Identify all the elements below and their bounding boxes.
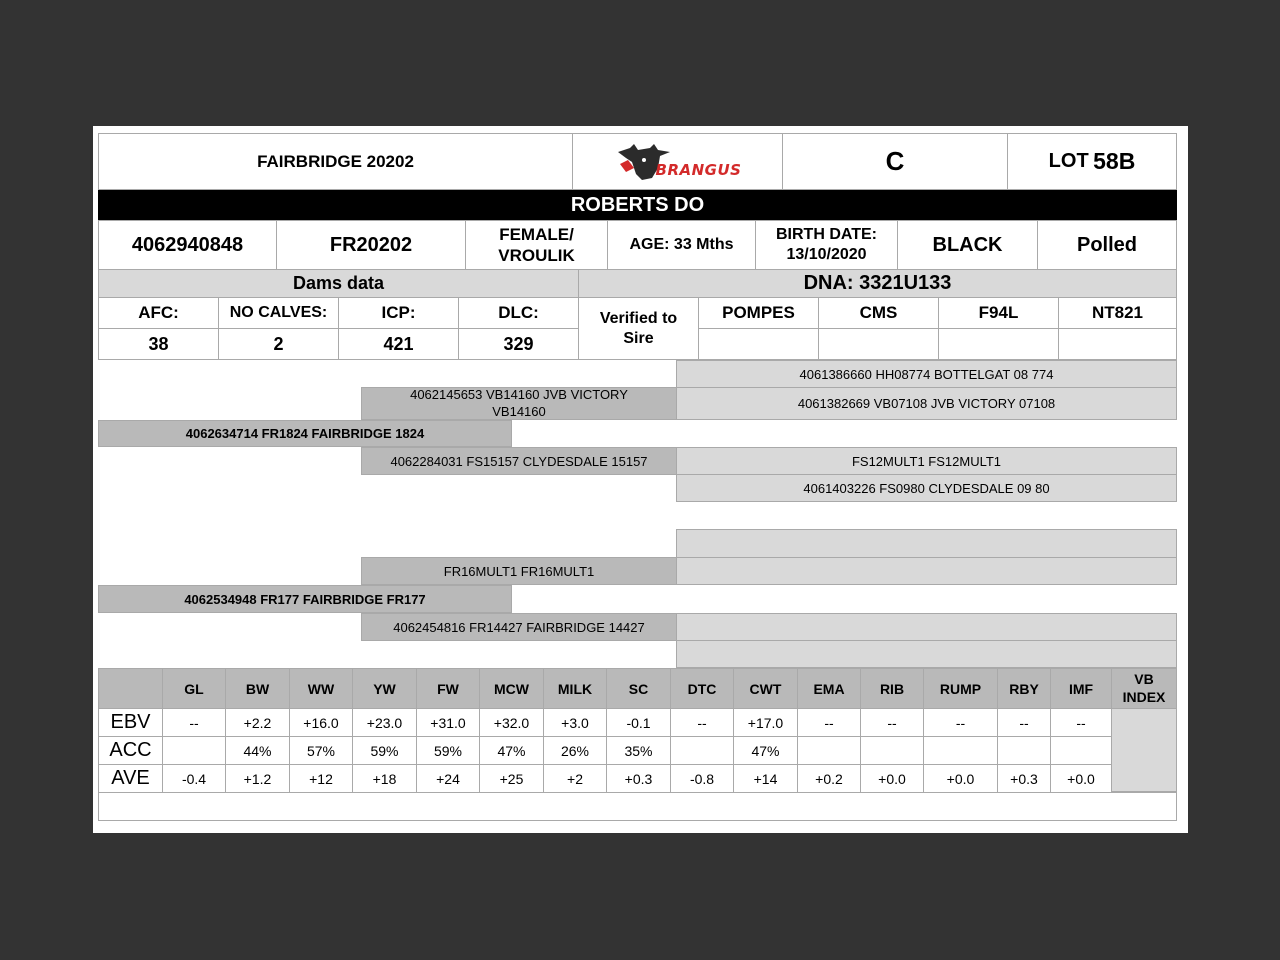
- ebv-cell: +0.0: [1050, 764, 1112, 793]
- dna-result-f94l: [938, 328, 1059, 360]
- ebv-header-dtc: DTC: [670, 668, 734, 709]
- vb-index-header: VB INDEX: [1111, 668, 1177, 709]
- ebv-header-rib: RIB: [860, 668, 924, 709]
- dna-result-pompes: [698, 328, 819, 360]
- ebv-cell: 35%: [606, 736, 671, 765]
- animal-tag: FR20202: [276, 220, 466, 270]
- ebv-cell: -0.1: [606, 708, 671, 737]
- ebv-cell: 26%: [543, 736, 607, 765]
- ebv-cell: +24: [416, 764, 480, 793]
- ebv-header-imf: IMF: [1050, 668, 1112, 709]
- ebv-cell: [1050, 736, 1112, 765]
- ebv-cell: --: [860, 708, 924, 737]
- pedigree-dam: 4062534948 FR177 FAIRBRIDGE FR177: [98, 585, 512, 613]
- ebv-header-rby: RBY: [997, 668, 1051, 709]
- ebv-cell: +14: [733, 764, 798, 793]
- dams-data-title: Dams data: [98, 269, 579, 298]
- ebv-cell: 47%: [733, 736, 798, 765]
- animal-sex: FEMALE/ VROULIK: [465, 220, 608, 270]
- ebv-cell: +18: [352, 764, 417, 793]
- ebv-cell: +12: [289, 764, 353, 793]
- verified-to-sire: Verified to Sire: [578, 297, 699, 360]
- ebv-cell: --: [670, 708, 734, 737]
- lot-number: 58B: [1093, 148, 1136, 174]
- ebv-cell: --: [797, 708, 861, 737]
- pedigree-sire-sire-dam: 4061382669 VB07108 JVB VICTORY 07108: [676, 387, 1177, 420]
- dna-result-nt821: [1058, 328, 1177, 360]
- ebv-cell: [860, 736, 924, 765]
- ebv-cell: +31.0: [416, 708, 480, 737]
- vb-index-value: [1111, 708, 1177, 792]
- ebv-header-rump: RUMP: [923, 668, 998, 709]
- lot-card: [93, 126, 1188, 833]
- dna-test-nt821: NT821: [1058, 297, 1177, 329]
- ebv-row-label-ebv: EBV: [98, 708, 163, 737]
- ebv-cell: +0.0: [923, 764, 998, 793]
- ebv-cell: +0.2: [797, 764, 861, 793]
- ebv-cell: +0.0: [860, 764, 924, 793]
- ebv-header-ema: EMA: [797, 668, 861, 709]
- ebv-cell: [997, 736, 1051, 765]
- ebv-cell: +17.0: [733, 708, 798, 737]
- ebv-cell: --: [162, 708, 226, 737]
- ebv-row-label-ave: AVE: [98, 764, 163, 793]
- farm-name: FAIRBRIDGE 20202: [98, 133, 573, 190]
- birth-date-label: BIRTH DATE:: [775, 226, 878, 243]
- dams-label-no-calves: NO CALVES:: [218, 297, 339, 329]
- ebv-cell: +3.0: [543, 708, 607, 737]
- dams-value-no-calves: 2: [218, 328, 339, 360]
- ebv-header-cwt: CWT: [733, 668, 798, 709]
- footer-row: [98, 792, 1177, 821]
- pedigree-dam-dam-sire: [676, 613, 1177, 641]
- horn-status: Polled: [1037, 220, 1177, 270]
- lot-box: [1007, 133, 1177, 190]
- ebv-cell: 47%: [479, 736, 544, 765]
- brangus-logo: [572, 133, 783, 190]
- ebv-cell: 57%: [289, 736, 353, 765]
- animal-id: 4062940848: [98, 220, 277, 270]
- grade-letter: C: [782, 133, 1008, 190]
- ebv-cell: +23.0: [352, 708, 417, 737]
- brand-logo-text: BRANGUS: [655, 160, 742, 179]
- ebv-cell: +32.0: [479, 708, 544, 737]
- ebv-cell: +0.3: [606, 764, 671, 793]
- ebv-cell: --: [1050, 708, 1112, 737]
- dams-label-icp: ICP:: [338, 297, 459, 329]
- ebv-header-bw: BW: [225, 668, 290, 709]
- pedigree-sire-dam-dam: 4061403226 FS0980 CLYDESDALE 09 80: [676, 474, 1177, 502]
- pedigree-sire-sire-sire: 4061386660 HH08774 BOTTELGAT 08 774: [676, 360, 1177, 388]
- pedigree-sire: 4062634714 FR1824 FAIRBRIDGE 1824: [98, 420, 512, 447]
- pedigree-dam-sire-sire: [676, 529, 1177, 558]
- birth-date-cell: [755, 220, 898, 270]
- dna-test-f94l: F94L: [938, 297, 1059, 329]
- ebv-cell: +25: [479, 764, 544, 793]
- dna-test-pompes: POMPES: [698, 297, 819, 329]
- animal-age: AGE: 33 Mths: [607, 220, 756, 270]
- dna-test-cms: CMS: [818, 297, 939, 329]
- ebv-cell: +0.3: [997, 764, 1051, 793]
- dams-label-afc: AFC:: [98, 297, 219, 329]
- ebv-cell: --: [923, 708, 998, 737]
- ebv-cell: +2.2: [225, 708, 290, 737]
- ebv-cell: --: [997, 708, 1051, 737]
- dams-value-dlc: 329: [458, 328, 579, 360]
- ebv-cell: -0.8: [670, 764, 734, 793]
- pedigree-dam-dam-dam: [676, 640, 1177, 668]
- animal-colour: BLACK: [897, 220, 1038, 270]
- pedigree-dam-sire-dam: [676, 557, 1177, 585]
- pedigree-sire-sire: 4062145653 VB14160 JVB VICTORY VB14160: [361, 387, 677, 420]
- ebv-header-corner: [98, 668, 163, 709]
- pedigree-dam-dam: 4062454816 FR14427 FAIRBRIDGE 14427: [361, 613, 677, 641]
- ebv-header-fw: FW: [416, 668, 480, 709]
- pedigree-sire-dam: 4062284031 FS15157 CLYDESDALE 15157: [361, 447, 677, 475]
- ebv-header-milk: MILK: [543, 668, 607, 709]
- ebv-header-yw: YW: [352, 668, 417, 709]
- ebv-cell: 59%: [352, 736, 417, 765]
- ebv-header-gl: GL: [162, 668, 226, 709]
- ebv-cell: 44%: [225, 736, 290, 765]
- dna-result-cms: [818, 328, 939, 360]
- birth-date-value: 13/10/2020: [786, 246, 867, 263]
- ebv-cell: +16.0: [289, 708, 353, 737]
- pedigree-sire-dam-sire: FS12MULT1 FS12MULT1: [676, 447, 1177, 475]
- ebv-cell: 59%: [416, 736, 480, 765]
- dna-title: DNA: 3321U133: [578, 269, 1177, 298]
- ebv-header-mcw: MCW: [479, 668, 544, 709]
- animal-name: ROBERTS DO: [98, 190, 1177, 220]
- ebv-cell: +2: [543, 764, 607, 793]
- ebv-cell: [670, 736, 734, 765]
- dams-value-afc: 38: [98, 328, 219, 360]
- ebv-header-sc: SC: [606, 668, 671, 709]
- ebv-cell: [797, 736, 861, 765]
- ebv-row-label-acc: ACC: [98, 736, 163, 765]
- ebv-header-ww: WW: [289, 668, 353, 709]
- ebv-cell: [162, 736, 226, 765]
- dams-value-icp: 421: [338, 328, 459, 360]
- pedigree-dam-sire: FR16MULT1 FR16MULT1: [361, 557, 677, 585]
- ebv-cell: +1.2: [225, 764, 290, 793]
- ebv-cell: [923, 736, 998, 765]
- lot-label: LOT: [1048, 150, 1089, 172]
- ebv-cell: -0.4: [162, 764, 226, 793]
- dams-label-dlc: DLC:: [458, 297, 579, 329]
